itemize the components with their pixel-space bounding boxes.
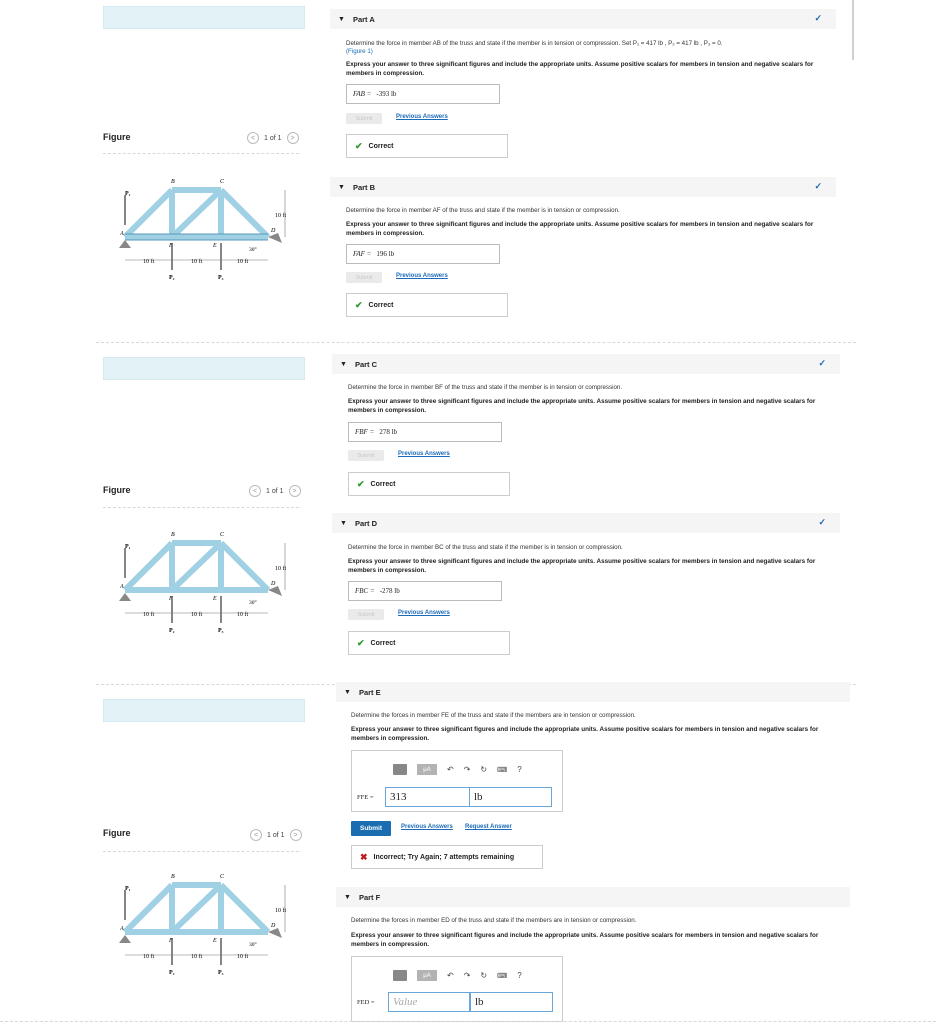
part-c-question: Determine the force in member BF of the truss and state if the member is in tension or compression. [348, 384, 623, 391]
label-d: D [271, 581, 276, 587]
unit-input[interactable]: lb [470, 992, 553, 1012]
instructions: Express your answer to three significant figures and include the appropriate units. Assume positive scalars for members in tension and negative scalars for members in compression. [351, 726, 819, 742]
previous-answers-link[interactable]: Previous Answers [396, 273, 448, 279]
answer-value: 196 lb [376, 250, 395, 258]
part-title: Part A [352, 14, 375, 24]
units-button[interactable]: μA [417, 764, 437, 775]
answer-display [346, 244, 500, 264]
label-height: 10 ft [275, 213, 287, 219]
label-f: F [169, 596, 173, 602]
label-p1: P₁ [125, 191, 131, 197]
reset-icon[interactable]: ↻ [480, 765, 488, 774]
figure-header-bar [103, 699, 305, 722]
label-dim1: 10 ft [143, 612, 155, 618]
collapse-caret-icon: ▼ [340, 360, 347, 368]
part-a-question: Determine the force in member AB of the truss and state if the member is in tension or compression. Set P₁ = 417 lb , P₂ = 417 lb , P₃ = 0. [346, 40, 723, 47]
answer-label: FBF = [355, 428, 375, 436]
label-c: C [220, 532, 225, 538]
label-dim2: 10 ft [191, 259, 203, 265]
scrollbar[interactable] [852, 0, 854, 60]
label-a: A [120, 584, 124, 590]
part-f-header[interactable] [336, 887, 850, 907]
label-dim2: 10 ft [191, 612, 203, 618]
undo-icon[interactable]: ↶ [447, 971, 454, 980]
feedback-text: Correct [370, 480, 396, 488]
figure-page-count: 1 of 1 [264, 134, 282, 142]
keyboard-icon[interactable]: ⌨ [497, 766, 508, 774]
next-figure-icon[interactable]: > [290, 829, 302, 841]
part-title: Part F [358, 892, 381, 902]
label-p3: P₃ [218, 275, 224, 281]
part-e-question: Determine the forces in member FE of the truss and state if the members are in tension or compression. [351, 712, 636, 719]
label-dim2: 10 ft [191, 954, 203, 960]
label-p2: P₂ [169, 970, 175, 976]
undo-icon[interactable]: ↶ [447, 765, 454, 774]
label-a: A [120, 231, 124, 237]
collapse-caret-icon: ▼ [338, 15, 345, 23]
keyboard-icon[interactable]: ⌨ [497, 972, 508, 980]
submit-button[interactable]: Submit [351, 821, 391, 836]
request-answer-link[interactable]: Request Answer [465, 824, 512, 830]
feedback-text: Correct [368, 142, 394, 150]
instructions: Express your answer to three significant figures and include the appropriate units. Assume positive scalars for members in tension and negative scalars for members in compression. [351, 932, 819, 948]
previous-answers-link[interactable]: Previous Answers [398, 610, 450, 616]
label-dim1: 10 ft [143, 954, 155, 960]
answer-display [348, 581, 502, 601]
label-a: A [120, 926, 124, 932]
label-f: F [169, 938, 173, 944]
help-icon[interactable]: ? [517, 971, 522, 980]
feedback-correct [348, 631, 510, 655]
redo-icon[interactable]: ↷ [463, 971, 471, 980]
submit-button[interactable]: Submit [348, 609, 384, 620]
instructions: Express your answer to three significant figures and include the appropriate units. Assume positive scalars for members in tension and negative scalars for members in compression. [348, 398, 816, 414]
part-title: Part C [354, 359, 378, 369]
complete-check-icon: ✓ [818, 358, 826, 368]
reset-icon[interactable]: ↻ [480, 971, 488, 980]
truss-figure [103, 175, 303, 285]
feedback-correct [346, 134, 508, 158]
check-icon: ✔ [355, 299, 363, 310]
figure-title: Figure [103, 485, 131, 495]
feedback-text: Correct [370, 639, 396, 647]
check-icon: ✔ [357, 478, 365, 489]
answer-label: FFE = [357, 794, 374, 801]
editor-toolbar [393, 764, 522, 775]
value-input[interactable]: Value [388, 992, 470, 1012]
help-icon[interactable]: ? [517, 765, 522, 774]
part-e-header[interactable] [336, 682, 850, 702]
truss-figure [103, 870, 303, 980]
label-e: E [213, 243, 217, 249]
part-title: Part E [358, 687, 381, 697]
answer-display [348, 422, 502, 442]
feedback-correct [346, 293, 508, 317]
label-p1: P₁ [125, 544, 131, 550]
next-figure-icon[interactable]: > [287, 132, 299, 144]
redo-icon[interactable]: ↷ [463, 765, 471, 774]
label-angle: 30° [249, 600, 257, 606]
answer-value: -393 lb [376, 90, 397, 98]
template-icon[interactable] [393, 764, 407, 775]
previous-answers-link[interactable]: Previous Answers [401, 824, 453, 830]
answer-label: FBC = [355, 587, 375, 595]
instructions: Express your answer to three significant figures and include the appropriate units. Assume positive scalars for members in tension and negative scalars for members in compression. [346, 221, 814, 237]
submit-button[interactable]: Submit [346, 113, 382, 124]
feedback-correct [348, 472, 510, 496]
value-input[interactable]: 313 [385, 787, 470, 807]
previous-answers-link[interactable]: Previous Answers [398, 451, 450, 457]
label-dim3: 10 ft [237, 954, 249, 960]
collapse-caret-icon: ▼ [338, 183, 345, 191]
part-title: Part B [352, 182, 376, 192]
part-b-question: Determine the force in member AF of the truss and state if the member is in tension or compression. [346, 207, 620, 214]
part-b-header[interactable] [330, 177, 836, 197]
label-c: C [220, 179, 225, 185]
part-f-question: Determine the forces in member ED of the truss and state if the members are in tension or compression. [351, 917, 637, 924]
label-p3: P₃ [218, 970, 224, 976]
figure-header-bar [103, 6, 305, 29]
figure-header-bar [103, 357, 305, 380]
label-b: B [171, 874, 175, 880]
part-a-header[interactable] [330, 9, 836, 29]
next-figure-icon[interactable]: > [289, 485, 301, 497]
check-icon: ✔ [355, 140, 363, 151]
label-height: 10 ft [275, 566, 287, 572]
submit-button[interactable]: Submit [348, 450, 384, 461]
figure-page-count: 1 of 1 [266, 487, 284, 495]
part-c-header[interactable] [332, 354, 840, 374]
figure-title: Figure [103, 828, 131, 838]
figure-title: Figure [103, 132, 131, 142]
label-p2: P₂ [169, 628, 175, 634]
part-title: Part D [354, 518, 378, 528]
feedback-incorrect [351, 845, 543, 869]
feedback-text: Incorrect; Try Again; 7 attempts remaining [373, 853, 515, 861]
answer-label: FAB = [353, 90, 372, 98]
label-c: C [220, 874, 225, 880]
answer-value: -278 lb [379, 587, 400, 595]
label-p1: P₁ [125, 886, 131, 892]
answer-display [346, 84, 500, 104]
answer-editor [351, 956, 563, 1022]
instructions: Express your answer to three significant figures and include the appropriate units. Assume positive scalars for members in tension and negative scalars for members in compression. [348, 558, 816, 574]
answer-value: 278 lb [379, 428, 398, 436]
part-d-question: Determine the force in member BC of the truss and state if the member is in tension or compression. [348, 544, 623, 551]
figure-link[interactable]: (Figure 1) [346, 48, 373, 55]
label-dim3: 10 ft [237, 612, 249, 618]
prev-figure-icon[interactable]: < [247, 132, 259, 144]
answer-label: FED = [357, 999, 375, 1006]
label-p2: P₂ [169, 275, 175, 281]
figure-pager [250, 829, 302, 841]
collapse-caret-icon: ▼ [340, 519, 347, 527]
part-d-header[interactable] [332, 513, 840, 533]
label-dim3: 10 ft [237, 259, 249, 265]
prev-figure-icon[interactable]: < [250, 829, 262, 841]
label-e: E [213, 938, 217, 944]
unit-input[interactable]: lb [469, 787, 552, 807]
label-b: B [171, 179, 175, 185]
label-b: B [171, 532, 175, 538]
label-angle: 30° [249, 247, 257, 253]
instructions: Express your answer to three significant figures and include the appropriate units. Assume positive scalars for members in tension and negative scalars for members in compression. [346, 61, 814, 77]
label-d: D [271, 228, 276, 234]
x-icon: ✖ [360, 851, 368, 862]
label-p3: P₃ [218, 628, 224, 634]
label-f: F [169, 243, 173, 249]
feedback-text: Correct [368, 301, 394, 309]
prev-figure-icon[interactable]: < [249, 485, 261, 497]
submit-button[interactable]: Submit [346, 272, 382, 283]
label-d: D [271, 923, 276, 929]
label-height: 10 ft [275, 908, 287, 914]
figure-pager [249, 485, 301, 497]
complete-check-icon: ✓ [818, 517, 826, 527]
units-button[interactable]: μA [417, 970, 437, 981]
check-icon: ✔ [357, 637, 365, 648]
editor-toolbar [393, 970, 522, 981]
collapse-caret-icon: ▼ [344, 688, 351, 696]
complete-check-icon: ✓ [814, 181, 822, 191]
answer-label: FAF = [353, 250, 372, 258]
figure-pager [247, 132, 299, 144]
truss-figure [103, 528, 303, 638]
label-e: E [213, 596, 217, 602]
collapse-caret-icon: ▼ [344, 893, 351, 901]
previous-answers-link[interactable]: Previous Answers [396, 114, 448, 120]
template-icon[interactable] [393, 970, 407, 981]
label-dim1: 10 ft [143, 259, 155, 265]
figure-page-count: 1 of 1 [267, 831, 285, 839]
complete-check-icon: ✓ [814, 13, 822, 23]
label-angle: 30° [249, 942, 257, 948]
